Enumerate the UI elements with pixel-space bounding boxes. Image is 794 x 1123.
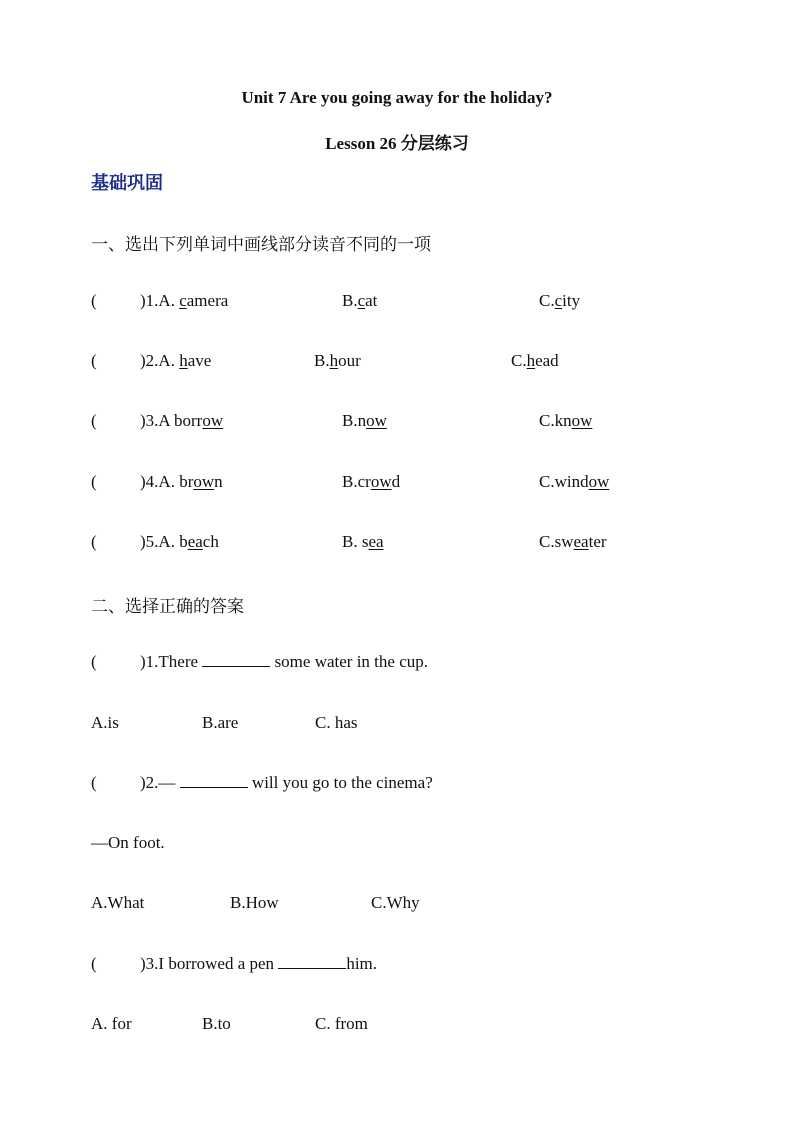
question-label: )4.A. brown: [140, 472, 223, 491]
question-label: )3.A borrow: [140, 411, 224, 430]
question-label: )1.A. camera: [140, 291, 229, 310]
option-c: C.window: [539, 472, 610, 491]
section-heading-basic: 基础巩固: [91, 173, 163, 193]
question-label: )5.A. beach: [140, 532, 219, 551]
part2-reply-2: —On foot.: [91, 833, 165, 852]
option-c: C. from: [315, 1014, 368, 1033]
option-c: C. has: [315, 713, 358, 732]
answer-paren: (: [91, 351, 97, 370]
option-b: B.are: [202, 713, 239, 732]
question-stem: )1.There some water in the cup.: [140, 652, 428, 671]
option-b: B.now: [342, 411, 387, 430]
question-stem: )2.— will you go to the cinema?: [140, 773, 433, 792]
option-c: C.city: [539, 291, 581, 310]
option-a: A.is: [91, 713, 119, 732]
option-b: B.hour: [314, 351, 361, 370]
answer-paren: (: [91, 291, 97, 310]
answer-paren: (: [91, 411, 97, 430]
option-c: C.head: [511, 351, 559, 370]
option-b: B.to: [202, 1014, 231, 1033]
answer-paren: (: [91, 532, 97, 551]
part1-heading: 一、选出下列单词中画线部分读音不同的一项: [91, 235, 431, 254]
option-b: B. sea: [342, 532, 384, 551]
answer-paren: (: [91, 773, 97, 792]
option-b: B.cat: [342, 291, 378, 310]
option-c: C.Why: [371, 893, 420, 912]
option-a: A. for: [91, 1014, 132, 1033]
option-b: B.crowd: [342, 472, 401, 491]
answer-paren: (: [91, 472, 97, 491]
answer-paren: (: [91, 954, 97, 973]
option-a: A.What: [91, 893, 145, 912]
question-stem: )3.I borrowed a pen him.: [140, 954, 378, 973]
question-label: )2.A. have: [140, 351, 212, 370]
option-c: C.know: [539, 411, 593, 430]
document-subtitle: Lesson 26 分层练习: [325, 134, 469, 153]
answer-paren: (: [91, 652, 97, 671]
fill-blank: [180, 786, 248, 788]
document-title: Unit 7 Are you going away for the holiday?: [241, 88, 553, 107]
option-b: B.How: [230, 893, 279, 912]
option-c: C.sweater: [539, 532, 607, 551]
part2-heading: 二、选择正确的答案: [91, 597, 244, 616]
fill-blank: [278, 967, 346, 969]
fill-blank: [202, 665, 270, 667]
